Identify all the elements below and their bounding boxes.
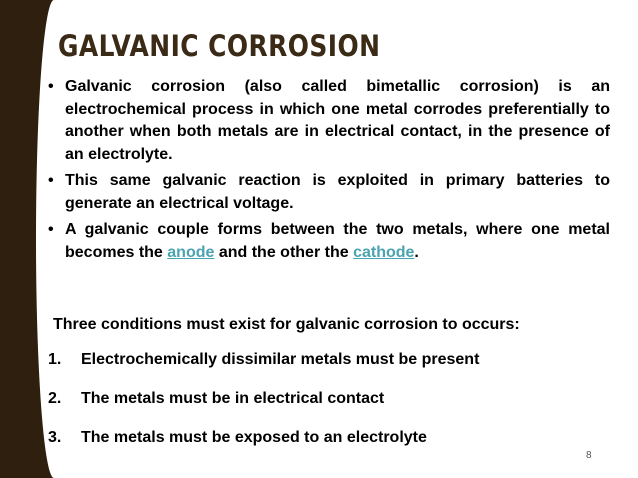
bullet-item [48, 76, 610, 166]
conditions-intro: Three conditions must exist for galvanic corrosion to occurs: [53, 316, 520, 333]
bullet-item [48, 170, 610, 215]
condition-text: The metals must be in electrical contact [81, 390, 385, 407]
conditions-list [48, 350, 479, 467]
condition-text: The metals must be exposed to an electrolyte [81, 429, 427, 446]
bullet-text-before: A galvanic couple forms between the two metals, where one metal becomes the [65, 221, 610, 261]
condition-item [48, 350, 479, 370]
bullet-list [48, 76, 610, 268]
slide-title: GALVANIC CORROSION [58, 29, 381, 63]
cathode-link[interactable]: cathode [353, 243, 415, 261]
bullet-item [48, 219, 610, 264]
bullet-text: This same galvanic reaction is exploited in primary batteries to generate an electrical voltage. [65, 172, 610, 212]
condition-number: 2. [48, 390, 62, 407]
anode-link[interactable]: anode [167, 243, 215, 261]
condition-item [48, 428, 479, 448]
condition-text: Electrochemically dissimilar metals must be present [81, 351, 480, 368]
bullet-text-middle: and the other the [214, 243, 354, 261]
page-number: 8 [586, 450, 592, 461]
bullet-text: Galvanic corrosion (also called bimetallic corrosion) is an electrochemical process in which one metal corrodes preferentially to another when both metals are in electrical contact, in the presence of an electrolyte. [65, 78, 610, 163]
condition-number: 3. [48, 429, 62, 446]
condition-number: 1. [48, 351, 62, 368]
bullet-text-after: . [414, 243, 419, 261]
condition-item [48, 389, 479, 409]
